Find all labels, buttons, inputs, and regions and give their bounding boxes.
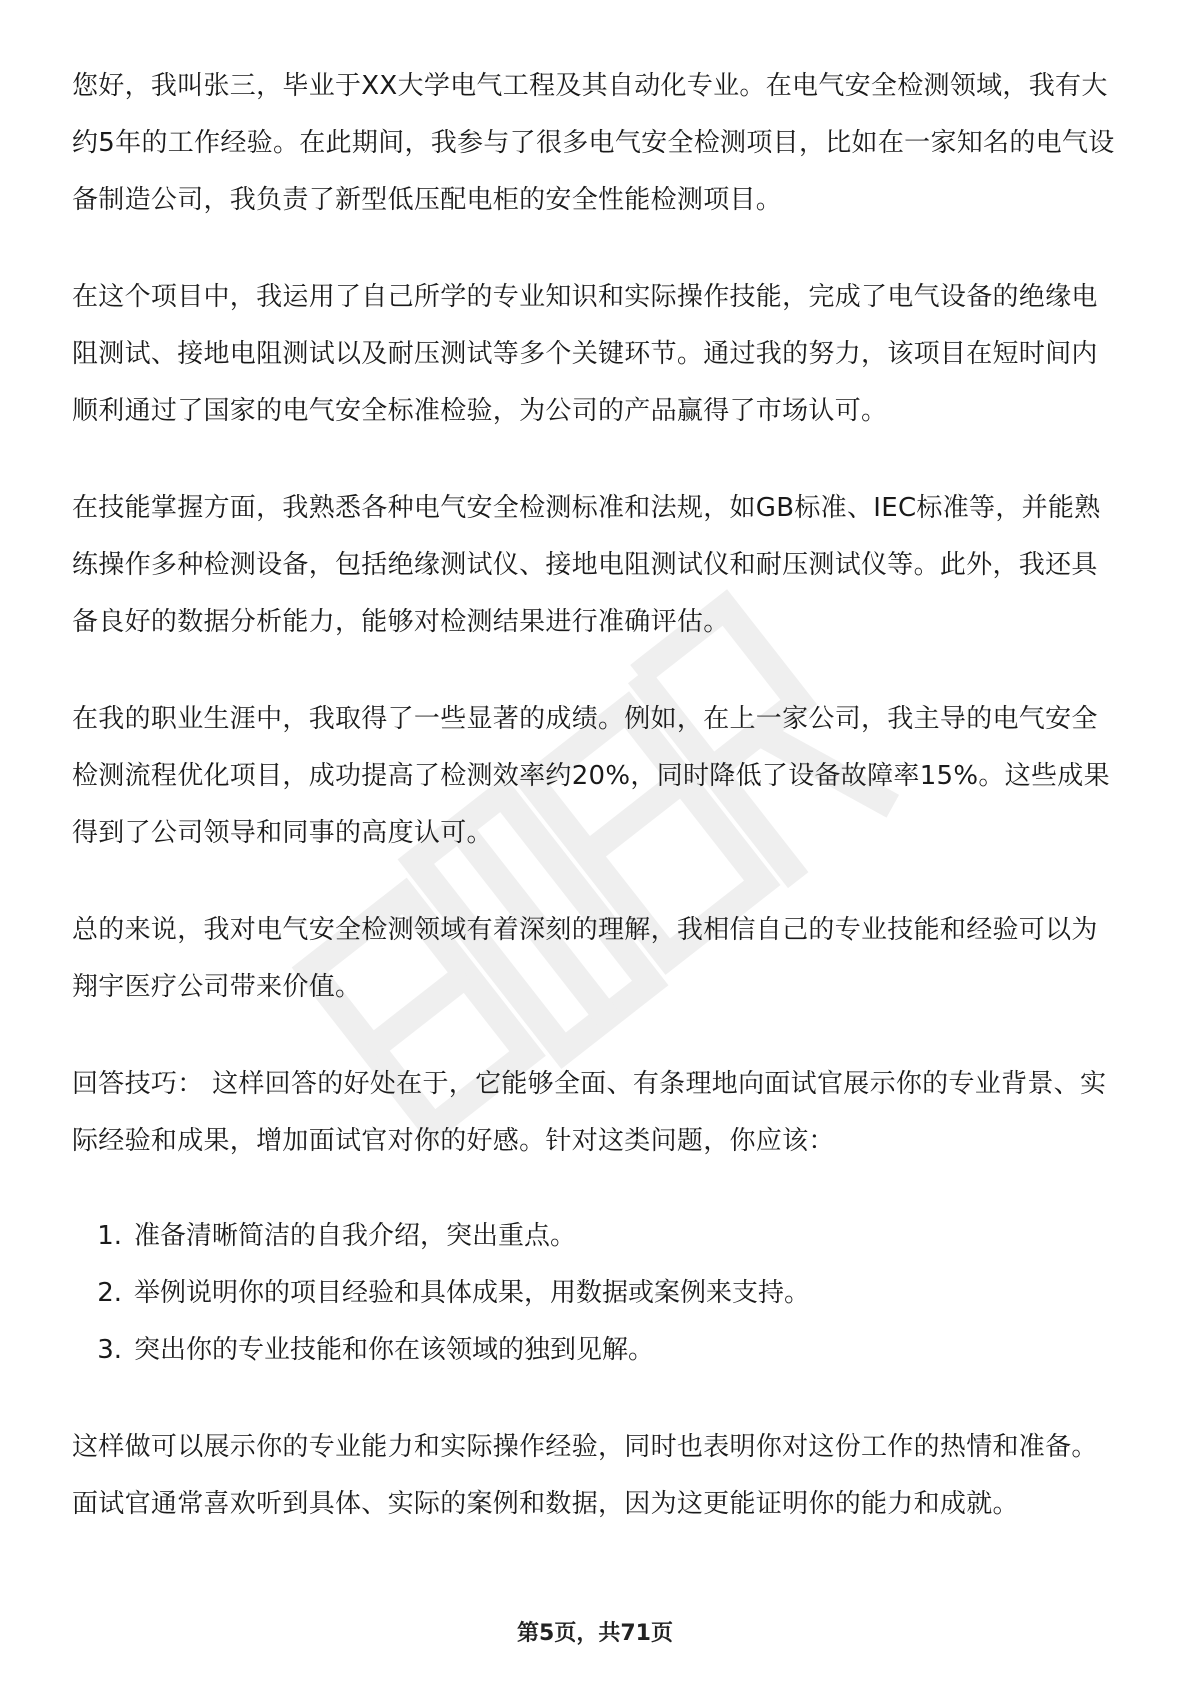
list-item-text: 举例说明你的项目经验和具体成果，用数据或案例来支持。 [134,1278,811,1308]
document-body [72,58,1120,1533]
paragraph-intro: 您好，我叫张三，毕业于XX大学电气工程及其自动化专业。在电气安全检测领域，我有大约5年的工作经验。在此期间，我参与了很多电气安全检测项目，比如在一家知名的电气设备制造公司，我负责了新型低压配电柜的安全性能检测项目。 [72,71,1115,215]
paragraph-skills: 在技能掌握方面，我熟悉各种电气安全检测标准和法规，如GB标准、IEC标准等，并能熟练操作多种检测设备，包括绝缘测试仪、接地电阻测试仪和耐压测试仪等。此外，我还具备良好的数据分析能力，能够对检测结果进行准确评估。 [72,493,1101,637]
list-item [72,1265,1120,1322]
paragraph-project: 在这个项目中，我运用了自己所学的专业知识和实际操作技能，完成了电气设备的绝缘电阻测试、接地电阻测试以及耐压测试等多个关键环节。通过我的努力，该项目在短时间内顺利通过了国家的电气安全标准检验，为公司的产品赢得了市场认可。 [72,282,1098,426]
list-item [72,1208,1120,1265]
list-item-text: 突出你的专业技能和你在该领域的独到见解。 [134,1335,655,1365]
list-item-number: 3. [97,1335,122,1365]
page-number-footer: 第5页，共71页 [517,1621,673,1646]
paragraph-conclusion: 这样做可以展示你的专业能力和实际操作经验，同时也表明你对这份工作的热情和准备。面试官通常喜欢听到具体、实际的案例和数据，因为这更能证明你的能力和成就。 [72,1432,1098,1519]
list-item-number: 2. [97,1278,122,1308]
list-item-text: 准备清晰简洁的自我介绍，突出重点。 [134,1221,577,1251]
list-item [72,1322,1120,1379]
paragraph-summary: 总的来说，我对电气安全检测领域有着深刻的理解，我相信自己的专业技能和经验可以为翔宇医疗公司带来价值。 [72,915,1098,1002]
paragraph-achievements: 在我的职业生涯中，我取得了一些显著的成绩。例如，在上一家公司，我主导的电气安全检测流程优化项目，成功提高了检测效率约20%，同时降低了设备故障率15%。这些成果得到了公司领导和同事的高度认可。 [72,704,1110,848]
paragraph-answer-tips: 回答技巧： 这样回答的好处在于，它能够全面、有条理地向面试官展示你的专业背景、实际经验和成果，增加面试官对你的好感。针对这类问题，你应该： [72,1069,1107,1156]
tips-list [72,1208,1120,1379]
list-item-number: 1. [97,1221,122,1251]
